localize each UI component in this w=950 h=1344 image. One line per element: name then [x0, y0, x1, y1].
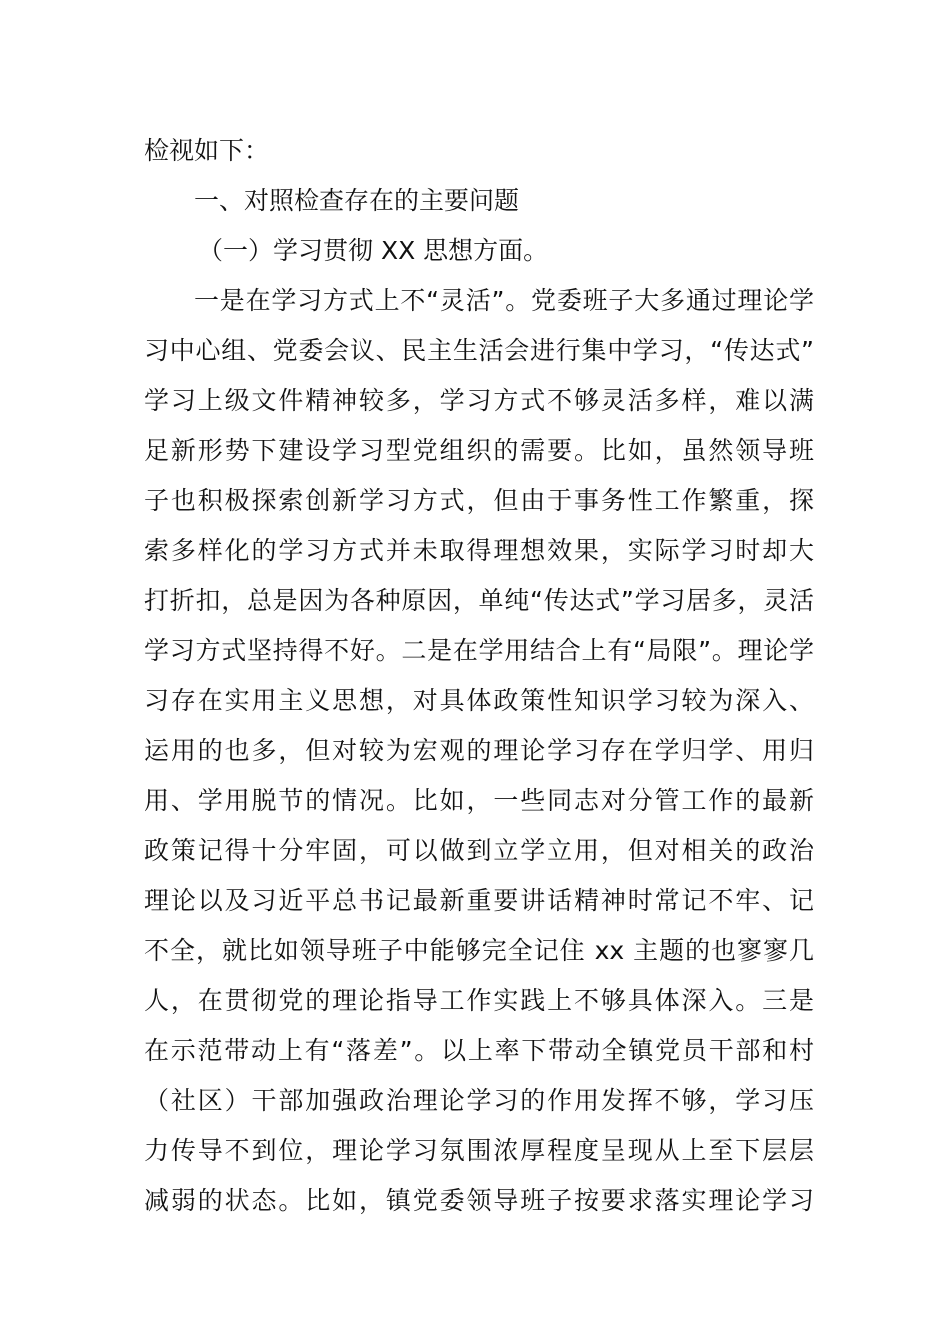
paragraph-line: 足新形势下建设学习型党组织的需要。比如，虽然领导班 [144, 436, 814, 465]
intro-line: 检视如下： [144, 136, 270, 165]
paragraph-line: 一是在学习方式上不“灵活”。党委班子大多通过理论学 [194, 286, 814, 315]
paragraph-line: 减弱的状态。比如，镇党委领导班子按要求落实理论学习 [144, 1186, 814, 1215]
paragraph-line: 学习上级文件精神较多，学习方式不够灵活多样，难以满 [144, 386, 814, 415]
subsection-heading: （一）学习贯彻 XX 思想方面。 [198, 236, 549, 265]
section-heading: 一、对照检查存在的主要问题 [194, 186, 520, 215]
paragraph-line: 政策记得十分牢固，可以做到立学立用，但对相关的政治 [144, 836, 814, 865]
paragraph-line: 理论以及习近平总书记最新重要讲话精神时常记不牢、记 [144, 886, 814, 915]
paragraph-line: 运用的也多，但对较为宏观的理论学习存在学归学、用归 [144, 736, 814, 765]
paragraph-line: 习中心组、党委会议、民主生活会进行集中学习，“传达式” [144, 336, 814, 365]
paragraph-line: 习存在实用主义思想，对具体政策性知识学习较为深入、 [144, 686, 814, 715]
paragraph-line: 打折扣，总是因为各种原因，单纯“传达式”学习居多，灵活 [144, 586, 814, 615]
paragraph-line: 人，在贯彻党的理论指导工作实践上不够具体深入。三是 [144, 986, 814, 1015]
paragraph-line: （社区）干部加强政治理论学习的作用发挥不够，学习压 [144, 1086, 814, 1115]
paragraph-line: 用、学用脱节的情况。比如，一些同志对分管工作的最新 [144, 786, 814, 815]
paragraph-line: 不全，就比如领导班子中能够完全记住 xx 主题的也寥寥几 [144, 936, 814, 965]
paragraph-line: 力传导不到位，理论学习氛围浓厚程度呈现从上至下层层 [144, 1136, 814, 1165]
paragraph-line: 在示范带动上有“落差”。以上率下带动全镇党员干部和村 [144, 1036, 814, 1065]
paragraph-line: 学习方式坚持得不好。二是在学用结合上有“局限”。理论学 [144, 636, 814, 665]
paragraph-line: 索多样化的学习方式并未取得理想效果，实际学习时却大 [144, 536, 814, 565]
paragraph-line: 子也积极探索创新学习方式，但由于事务性工作繁重，探 [144, 486, 814, 515]
